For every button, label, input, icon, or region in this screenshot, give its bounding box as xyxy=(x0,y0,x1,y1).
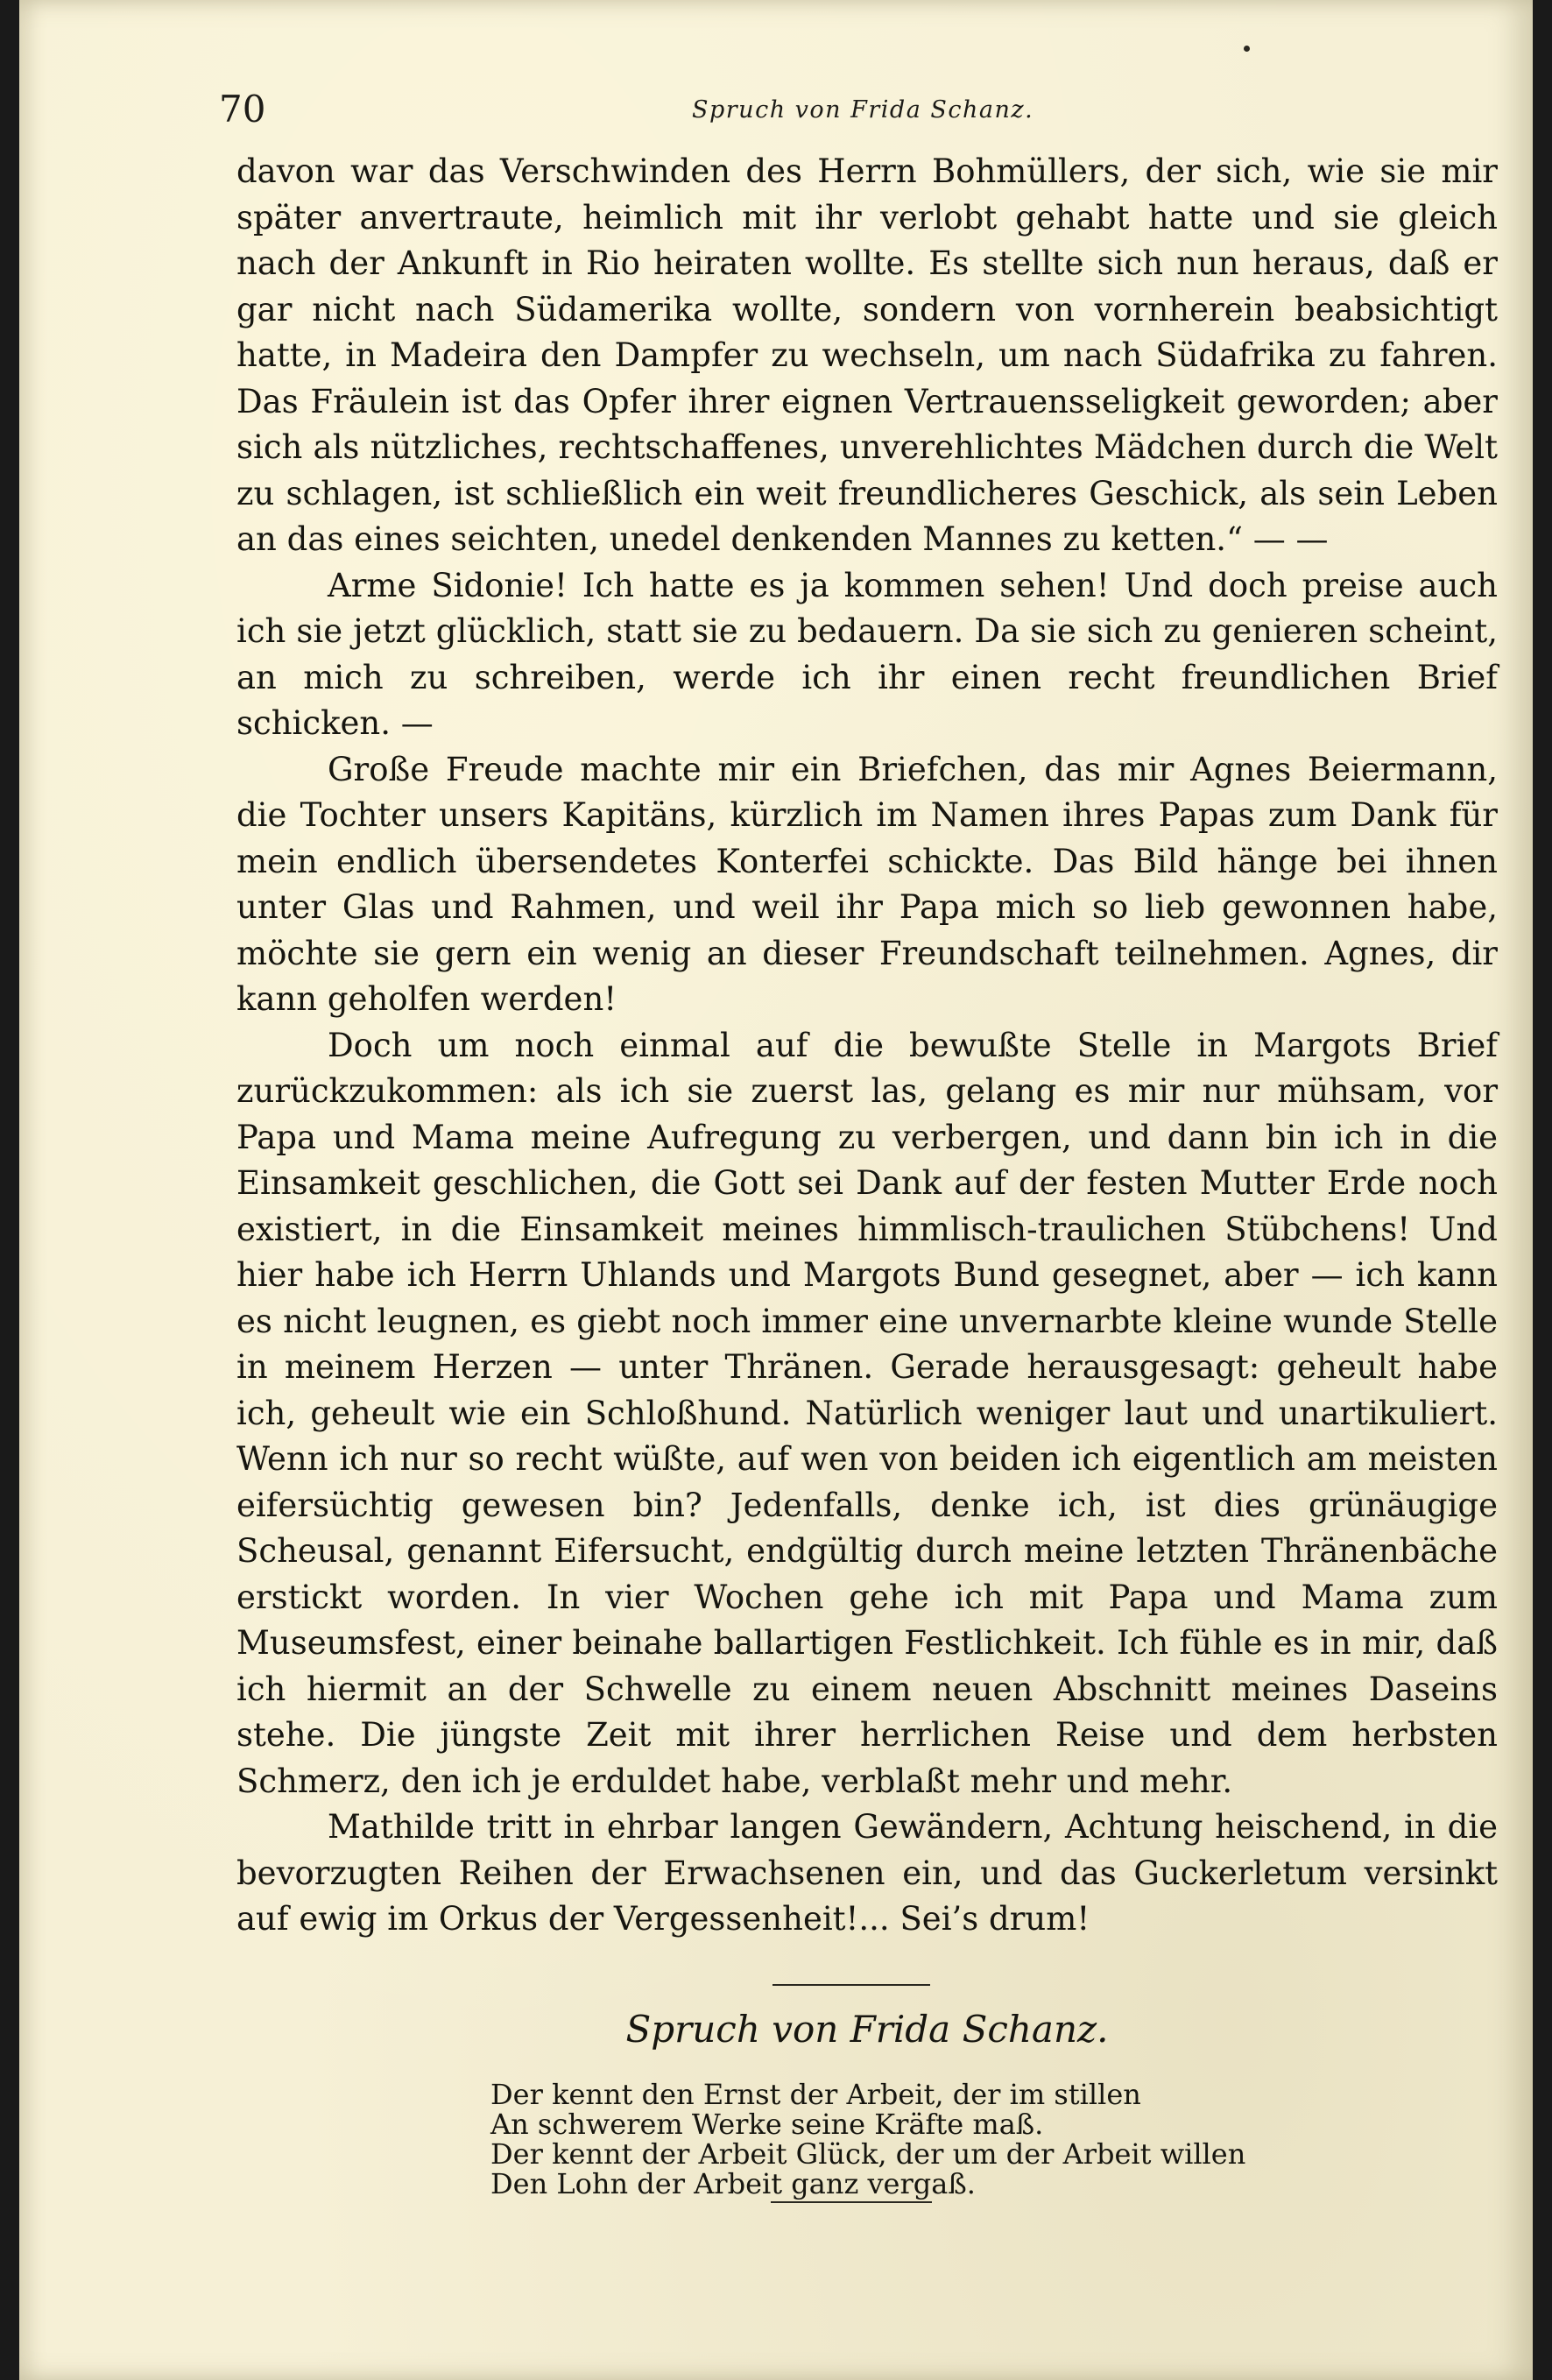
paragraph: Große Freude machte mir ein Briefchen, das mir Agnes Beiermann, die Tochter unsers Kapitäns, kürzlich im Namen ihres Papas zum Dank für mein endlich übersendetes Konterfei schickte. Das Bild hänge bei ihnen unter Glas und Rahmen, und weil ihr Papa mich so lieb gewonnen habe, möchte sie gern ein wenig an dieser Freundschaft teilnehmen. Agnes, dir kann geholfen werden! xyxy=(236,750,1498,1018)
poem-title: Spruch von Frida Schanz. xyxy=(625,2008,1109,2051)
page-header xyxy=(219,88,1515,140)
poem xyxy=(490,2080,1245,2199)
closing-divider xyxy=(771,2201,932,2203)
poem-line: Der kennt der Arbeit Glück, der um der Arbeit willen xyxy=(490,2137,1246,2171)
paragraph: davon war das Verschwinden des Herrn Bohmüllers, der sich, wie sie mir später anvertraute, heimlich mit ihr verlobt gehabt hatte und sie gleich nach der Ankunft in Rio heiraten wollte. Es stellte sich nun heraus, daß er gar nicht nach Südamerika wollte, sondern von vornherein beabsichtigt hatte, in Madeira den Dampfer zu wechseln, um nach Südafrika zu fahren. Das Fräulein ist das Opfer ihrer eignen Vertrauensseligkeit geworden; aber sich als nützliches, rechtschaffenes, unverehlichtes Mädchen durch die Welt zu schlagen, ist schließlich ein weit freundlicheres Geschick, als sein Leben an das eines seichten, unedel denkenden Mannes zu ketten.“ — — xyxy=(236,152,1498,558)
poem-line: An schwerem Werke seine Kräfte maß. xyxy=(490,2108,1044,2141)
ink-speck xyxy=(1244,46,1250,52)
running-head: Spruch von Frida Schanz. xyxy=(692,96,1034,124)
body-text xyxy=(236,149,1498,1943)
section-divider xyxy=(772,1984,930,1986)
poem-line: Der kennt den Ernst der Arbeit, der im stillen xyxy=(490,2078,1141,2111)
paragraph: Mathilde tritt in ehrbar langen Gewändern, Achtung heischend, in die bevorzugten Reihen der Erwachsenen ein, und das Guckerletum versinkt auf ewig im Orkus der Vergessenheit!... Sei’s drum! xyxy=(236,1808,1498,1938)
paragraph: Arme Sidonie! Ich hatte es ja kommen sehen! Und doch preise auch ich sie jetzt glücklich, statt sie zu bedauern. Da sie sich zu genieren scheint, an mich zu schreiben, werde ich ihr einen recht freundlichen Brief schicken. — xyxy=(236,566,1498,742)
poem-line: Den Lohn der Arbeit ganz vergaß. xyxy=(490,2167,976,2200)
page-number: 70 xyxy=(219,88,266,131)
book-page xyxy=(19,0,1533,2380)
paragraph: Doch um noch einmal auf die bewußte Stelle in Margots Brief zurückzukommen: als ich sie zuerst las, gelang es mir nur mühsam, vor Papa und Mama meine Aufregung zu verbergen, und dann bin ich in die Einsamkeit geschlichen, die Gott sei Dank auf der festen Mutter Erde noch existiert, in die Einsamkeit meines himmlisch-traulichen Stübchens! Und hier habe ich Herrn Uhlands und Margots Bund gesegnet, aber — ich kann es nicht leugnen, es giebt noch immer eine unvernarbte kleine wunde Stelle in meinem Herzen — unter Thränen. Gerade herausgesagt: geheult habe ich, geheult wie ein Schloßhund. Natürlich weniger laut und unartikuliert. Wenn ich nur so recht wüßte, auf wen von beiden ich eigentlich am meisten eifersüchtig gewesen bin? Jedenfalls, denke ich, ist dies grünäugige Scheusal, genannt Eifersucht, endgültig durch meine letzten Thränenbäche erstickt worden. In vier Wochen gehe ich mit Papa und Mama zum Museumsfest, einer beinahe ballartigen Festlichkeit. Ich fühle es in mir, daß ich hiermit an der Schwelle zu einem neuen Abschnitt meines Daseins stehe. Die jüngste Zeit mit ihrer herrlichen Reise und dem herbsten Schmerz, den ich je erduldet habe, verblaßt mehr und mehr. xyxy=(236,1026,1498,1800)
